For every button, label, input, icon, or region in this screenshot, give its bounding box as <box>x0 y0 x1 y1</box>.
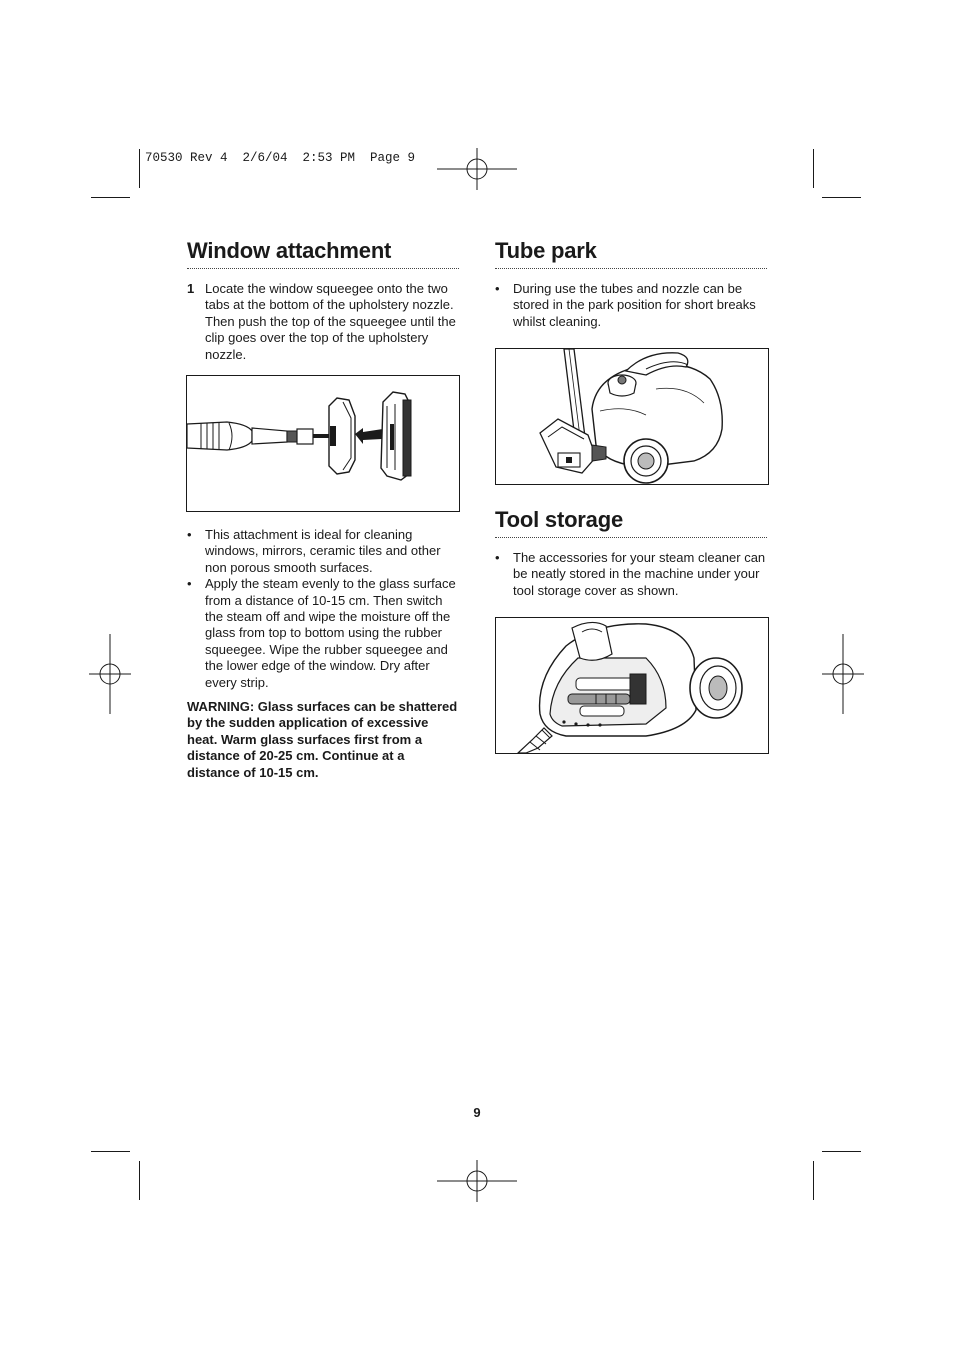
registration-mark-icon <box>822 634 864 714</box>
page-number: 9 <box>473 1105 481 1120</box>
bullet-glyph: • <box>495 281 500 296</box>
registration-mark-icon <box>89 634 131 714</box>
tube-park-illustration <box>495 348 769 485</box>
crop-mark <box>813 1161 814 1200</box>
window-attachment-notes <box>187 527 459 781</box>
bullet-text: Apply the steam evenly to the glass surface from a distance of 10-15 cm. Then switch the steam off and wipe the moisture off the glass from top to bottom using the rubber squeegee. Wipe the rubber squeegee and the lower edge of the window. Dry after every strip. <box>205 576 456 690</box>
bullet-item <box>187 527 459 576</box>
dotted-rule <box>187 268 459 269</box>
bullet-glyph: • <box>187 527 192 542</box>
bullet-text: During use the tubes and nozzle can be stored in the park position for short breaks whilst cleaning. <box>513 281 756 329</box>
crop-mark <box>91 197 130 198</box>
crop-mark <box>91 1151 130 1152</box>
crop-mark <box>822 1151 861 1152</box>
bullet-item <box>495 550 767 599</box>
step-item <box>187 281 459 363</box>
tool-storage-section <box>495 509 767 599</box>
step-text: Locate the window squeegee onto the two tabs at the bottom of the upholstery nozzle. Then push the top of the squeegee until the clip goes over the top of the upholstery nozzle. <box>205 281 456 362</box>
bullet-text: This attachment is ideal for cleaning windows, mirrors, ceramic tiles and other non porous smooth surfaces. <box>205 527 441 575</box>
bullet-text: The accessories for your steam cleaner can be neatly stored in the machine under your tool storage cover as shown. <box>513 550 766 598</box>
tube-park-section <box>495 240 767 330</box>
window-squeegee-illustration <box>186 375 460 512</box>
step-number: 1 <box>187 281 195 296</box>
crop-mark <box>139 149 140 188</box>
registration-mark-icon <box>437 1160 517 1202</box>
bullet-item <box>495 281 767 330</box>
dotted-rule <box>495 268 767 269</box>
bullet-item <box>187 576 459 691</box>
section-title: Tube park <box>495 238 597 263</box>
crop-mark <box>813 149 814 188</box>
dotted-rule <box>495 537 767 538</box>
bullet-glyph: • <box>187 576 192 592</box>
crop-mark <box>139 1161 140 1200</box>
bullet-glyph: • <box>495 550 500 565</box>
registration-mark-icon <box>437 148 517 190</box>
crop-mark <box>822 197 861 198</box>
section-title: Tool storage <box>495 507 623 532</box>
window-attachment-section <box>187 240 459 363</box>
tool-storage-illustration <box>495 617 769 754</box>
warning-text: WARNING: Glass surfaces can be shattered by the sudden application of excessive heat. Warm glass surfaces first from a distance of 20-25 cm. Continue at a distance of 10-15 cm. <box>187 699 458 780</box>
print-slug: 70530 Rev 4 2/6/04 2:53 PM Page 9 <box>145 151 416 165</box>
section-title: Window attachment <box>187 238 392 263</box>
